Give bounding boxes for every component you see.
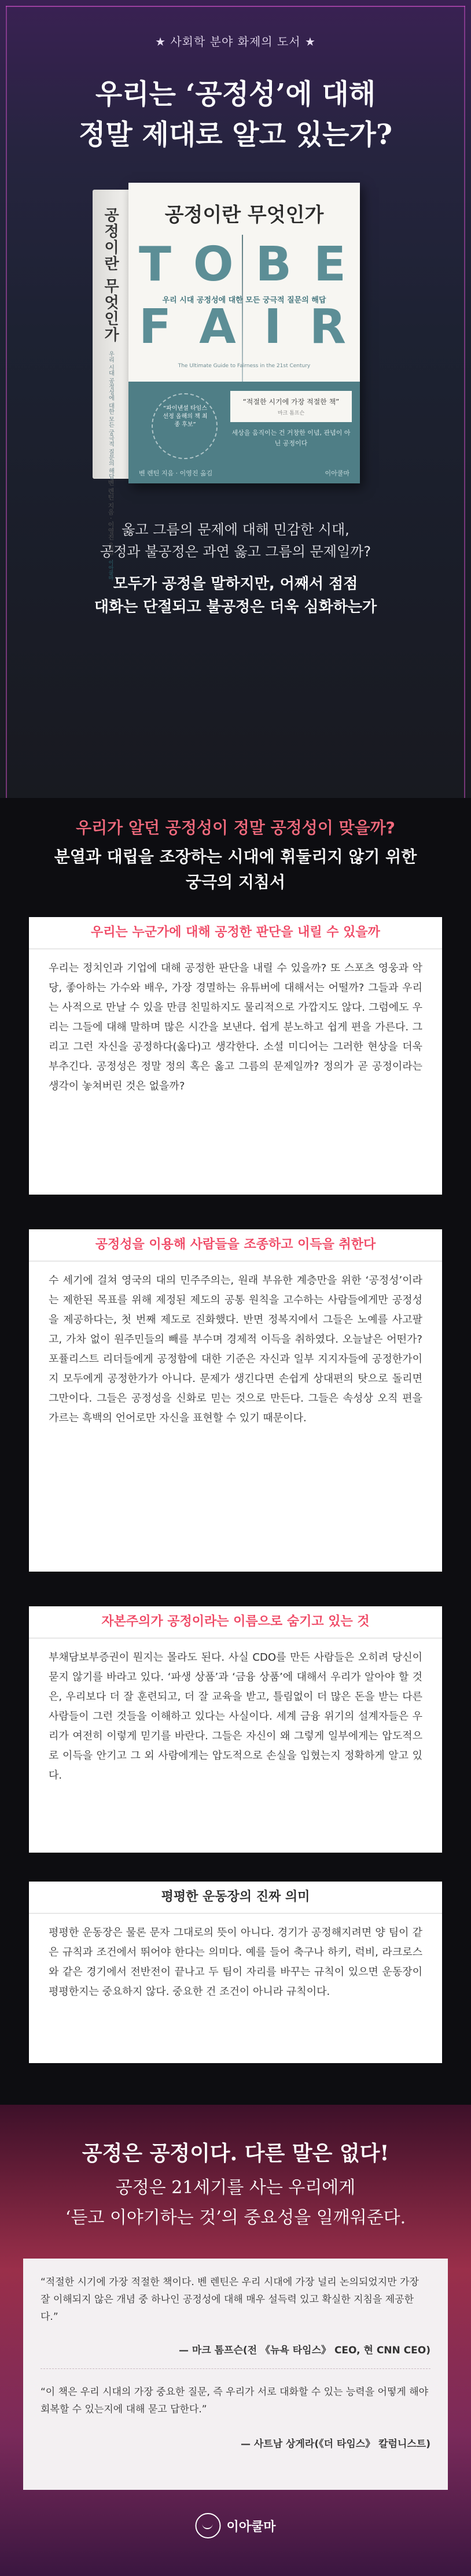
closing-sub-line-1: 공정은 21세기를 사는 우리에게: [115, 2178, 356, 2198]
book-subtitle: 우리 시대 공정성에 대한 모든 궁극적 질문의 해답: [162, 296, 326, 305]
intro-bold-line-2: 대화는 단절되고 불공정은 더욱 심화하는가: [94, 598, 377, 616]
testimonial-quote: “적절한 시기에 가장 적절한 책이다. 벤 렌틴은 우리 시대에 가장 널리 논의되었지만 가장 잘 이해되지 않은 개념 중 하나인 공정성에 대해 매우 설득력 있고 확실한 지침을 제공한다.”: [41, 2276, 419, 2323]
closing-subtitle: [0, 2173, 471, 2233]
testimonial-source: — 마크 톰프슨(전 《뉴욕 타임스》 CEO, 현 CNN CEO): [178, 2345, 430, 2356]
info-panel: [29, 917, 442, 1195]
blurb-quote: “적절한 시기에 가장 적절한 책”: [242, 398, 340, 406]
cover-blurb: [230, 391, 352, 422]
category-tag: ★ 사회학 분야 화제의 도서 ★: [155, 35, 316, 49]
letter-a: A: [199, 300, 240, 354]
book-front-cover: [128, 183, 360, 483]
testimonials-box: [23, 2259, 448, 2490]
section-heading-pink: 우리가 알던 공정성이 정말 공정성이 맞을까?: [76, 818, 395, 837]
publisher-name: 이아쿨마: [226, 2519, 276, 2534]
blurb-author: 마크 톰프슨: [277, 411, 305, 416]
hero-headline: [0, 74, 471, 155]
closing-sub-line-2: ‘듣고 이야기하는 것’의 중요성을 일깨워준다.: [65, 2208, 406, 2228]
letter-e: E: [313, 237, 349, 292]
cover-author: 벤 렌틴 지음 · 이영진 옮김: [139, 470, 213, 477]
section-heading-white: [0, 844, 471, 895]
panel-title: 자본주의가 공정이라는 이름으로 숨기고 있는 것: [101, 1614, 370, 1629]
intro-bold-text: [0, 572, 471, 619]
divider: [41, 2368, 430, 2369]
info-panel: [29, 1606, 442, 1853]
cover-poem: 세상을 움직이는 건 거창한 이념, 관념이 아닌 공정이다: [231, 429, 351, 447]
spine-publisher: 이아쿨마: [107, 560, 113, 581]
award-badge: “파이낸셜 타임스 선정 올해의 책 최종 후보”: [163, 405, 208, 428]
testimonial-source: — 사트남 상게라(《더 타임스》 칼럼니스트): [240, 2438, 430, 2450]
info-panel: [29, 1229, 442, 1572]
info-panel: [29, 1882, 442, 2063]
closing-title: 공정은 공정이다. 다른 말은 없다!: [82, 2141, 389, 2165]
testimonial-quote: “이 책은 우리 시대의 가장 중요한 질문, 즉 우리가 서로 대화할 수 있는 능력을 어떻게 해야 회복할 수 있는지에 대해 묻고 답한다.”: [41, 2386, 429, 2415]
letter-r: R: [309, 300, 349, 354]
panel-body: 우리는 정치인과 기업에 대해 공정한 판단을 내릴 수 있을까? 또 스포츠 영웅과 악당, 좋아하는 가수와 배우, 가장 경멸하는 유튜버에 대해서는 어떨까? 그들과 우리는 사적으로 만날 수 있을 만큼 친밀하지도 물리적으로 가깝지도 않다. 그럼에도 우리는 그들에 대해 말하며 많은 시간을 보낸다. 쉽게 분노하고 쉽게 편을 가른다. 그리고 그런 자신을 공정하다(옳다)고 생각한다. 소셜 미디어는 그러한 현상을 더욱 부추긴다. 공정성은 정말 정의 혹은 옳고 그름의 문제일까? 정의가 곧 공정이라는 생각이 놓쳐버린 것은 없을까?: [49, 962, 422, 1092]
panel-header: [29, 1882, 442, 1914]
heading-white-line-2: 궁극의 지침서: [185, 873, 286, 892]
book-cover-bottom: [128, 382, 360, 483]
panel-header: [29, 1606, 442, 1639]
panel-title: 평평한 운동장의 진짜 의미: [161, 1890, 310, 1904]
panel-body: 평평한 운동장은 물론 문자 그대로의 뜻이 아니다. 경기가 공정해지려면 양 팀이 같은 규칙과 조건에서 뛰어야 한다는 의미다. 예를 들어 축구나 하키, 럭비, 라크로스와 같은 경기에서 전반전이 끝나고 두 팀이 자리를 바꾸는 규칙이 있으면 운동장이 평평한지는 중요하지 않다. 중요한 건 조건이 아니라 규칙이다.: [49, 1927, 422, 1998]
letter-f: F: [139, 300, 175, 354]
panel-title: 공정성을 이용해 사람들을 조종하고 이득을 취한다: [95, 1237, 376, 1252]
panel-title: 우리는 누군가에 대해 공정한 판단을 내릴 수 있을까: [91, 925, 380, 940]
intro-bold-line-1: 모두가 공정을 말하지만, 어째서 점점: [113, 575, 358, 593]
spine-title: 공정이란 무엇인가: [101, 207, 119, 343]
spine-author: 벤 렌틴 지음 · 이영진 옮김: [107, 479, 115, 556]
hero-section: [0, 0, 471, 833]
intro-text: [0, 519, 471, 563]
cover-publisher: 이아쿨마: [325, 470, 349, 477]
book-english-subtitle: The Ultimate Guide to Fairness in the 21st Century: [178, 363, 311, 369]
closing-section: [0, 2105, 471, 2576]
spine-subtitle: 우리 시대 공정성에 대한 모든 궁극적 질문의 해답: [107, 351, 114, 480]
panel-body: 수 세기에 걸쳐 영국의 대의 민주주의는, 원래 부유한 계층만을 위한 ‘공정성’이라는 제한된 목표를 위해 제정된 제도의 공통 원칙을 고수하는 사람들에게만 공정성을 제공하다는, 첫 번째 제도로 진화했다. 반면 정복지에서 그들은 노예를 사고팔고, 가차 없이 원주민들의 빼를 부수며 경제적 이득을 취하였다. 오늘날은 어떤가? 포퓰리스트 리더들에게 공정함에 대한 기준은 자신과 일부 지지자들에 공정한가이지 모두에게 공정한가가 아니다. 문제가 생긴다면 손쉽게 상대편의 탓으로 돌리면 그만이다. 그들은 공정성을 신화로 믿는 것으로 만든다. 그들은 속성상 오직 편을 가르는 흑백의 언어로만 자신을 표현할 수 있기 때문이다.: [49, 1274, 422, 1424]
headline-line-1: 우리는 ‘공정성’에 대해: [95, 78, 376, 110]
panel-header: [29, 917, 442, 949]
smile-icon: [195, 2513, 220, 2538]
book-title: 공정이란 무엇인가: [164, 204, 324, 227]
letter-b: B: [255, 237, 296, 292]
content-section: [0, 798, 471, 2137]
intro-line-1: 옳고 그름의 문제에 대해 민감한 시대,: [122, 522, 349, 538]
panel-body: 부채담보부증권이 뭔지는 몰라도 된다. 사실 CDO를 만든 사람들은 오히려 당신이 묻지 않기를 바라고 있다. ‘파생 상품’과 ‘금융 상품’에 대해서 우리가 알아야 할 것은, 우리보다 더 잘 훈련되고, 더 잘 교육을 받고, 틀림없이 더 많은 돈을 받는 다른 사람들이 그런 것들을 이해하고 있다는 사실이다. 세계 금융 위기의 설계자들은 우리가 여전히 이렇게 믿기를 바란다. 그들은 자신이 왜 그렇게 일부에게는 압도적으로 이득을 안기고 그 외 사람에게는 압도적으로 손실을 입혔는지 정확하게 알고 있다.: [49, 1651, 422, 1782]
letter-i: I: [264, 300, 285, 354]
heading-white-line-1: 분열과 대립을 조장하는 시대에 휘둘리지 않기 위한: [54, 847, 417, 866]
letter-t: T: [139, 237, 175, 292]
intro-line-2: 공정과 불공정은 과연 옳고 그름의 문제일까?: [100, 544, 371, 560]
book-spine: [93, 190, 128, 581]
publisher-logo: [195, 2513, 275, 2538]
letter-o: O: [193, 237, 237, 292]
frame-line-top: [6, 6, 465, 7]
headline-line-2: 정말 제대로 알고 있는가?: [79, 119, 392, 151]
panel-header: [29, 1229, 442, 1262]
